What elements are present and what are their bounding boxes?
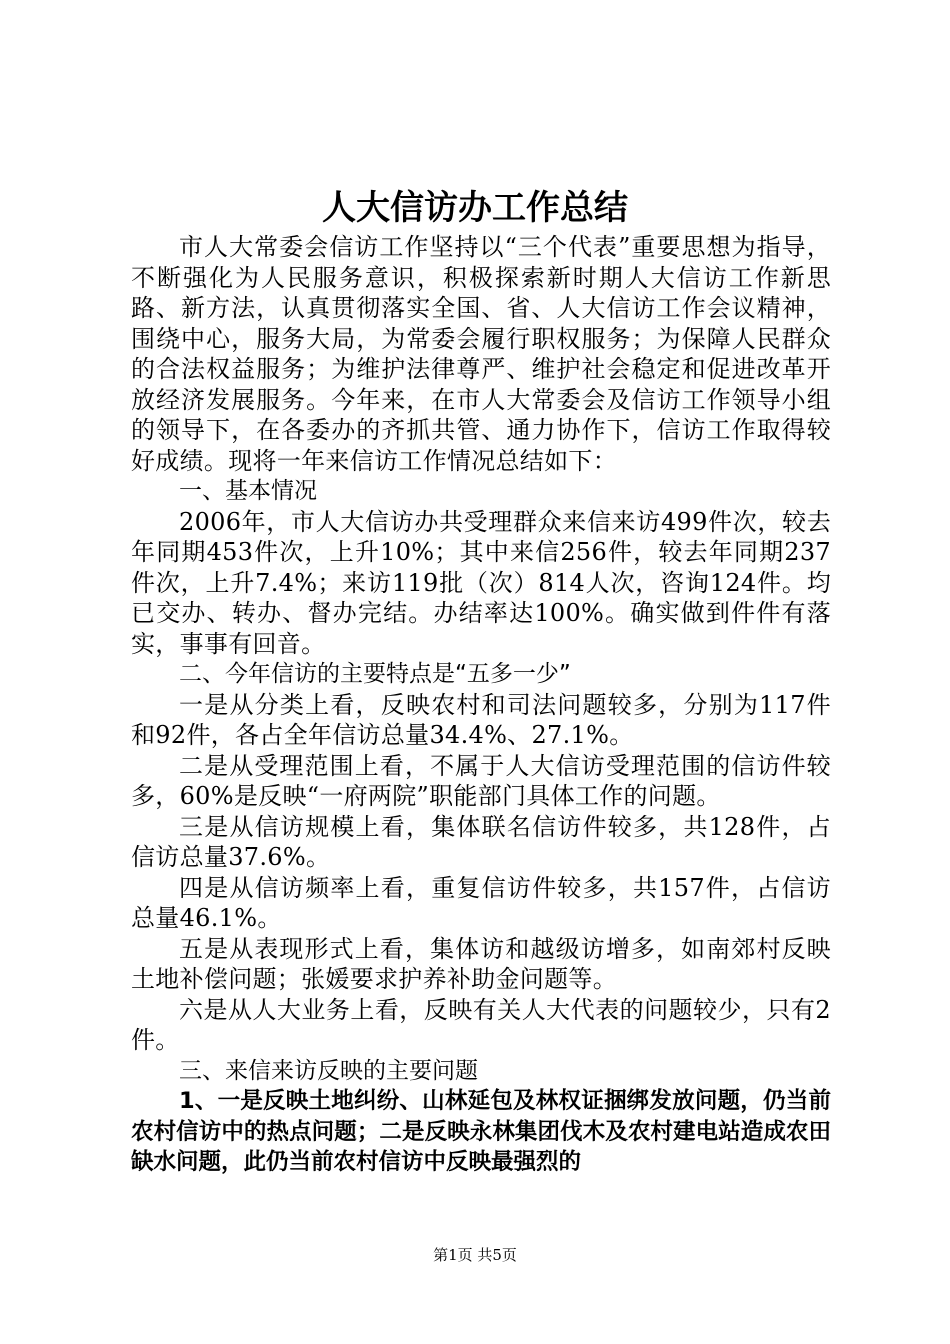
document-title: 人大信访办工作总结 — [322, 188, 628, 228]
issues-paragraph-1: 1、一是反映土地纠纷、山林延包及林权证捆绑发放问题，仍当前农村信访中的热点问题；二是反映永林集团伐木及农村建电站造成农田缺水问题，此仍当前农村信访中反映最强烈的 — [131, 1088, 831, 1175]
feature-paragraph-1: 一是从分类上看，反映农村和司法问题较多，分别为117件和92件，各占全年信访总量34.4%、27.1%。 — [131, 690, 831, 749]
feature-paragraph-3: 三是从信访规模上看，集体联名信访件较多，共128件，占信访总量37.6%。 — [131, 812, 831, 871]
feature-paragraph-2: 二是从受理范围上看，不属于人大信访受理范围的信访件较多，60%是反映“一府两院”职能部门具体工作的问题。 — [131, 751, 831, 810]
document-body — [131, 232, 831, 1178]
page-footer: 第1页 共5页 — [433, 1246, 517, 1264]
feature-paragraph-5: 五是从表现形式上看，集体访和越级访增多，如南郊村反映土地补偿问题；张媛要求护养补助金问题等。 — [131, 934, 831, 993]
intro-paragraph: 市人大常委会信访工作坚持以“三个代表”重要思想为指导，不断强化为人民服务意识，积极探索新时期人大信访工作新思路、新方法，认真贯彻落实全国、省、人大信访工作会议精神，围绕中心，服务大局，为常委会履行职权服务；为保障人民群众的合法权益服务；为维护法律尊严、维护社会稳定和促进改革开放经济发展服务。今年来，在市人大常委会及信访工作领导小组的领导下，在各委办的齐抓共管、通力协作下，信访工作取得较好成绩。现将一年来信访工作情况总结如下： — [131, 233, 831, 475]
basic-situation-paragraph: 2006年，市人大信访办共受理群众来信来访499件次，较去年同期453件次，上升10%；其中来信256件，较去年同期237件次，上升7.4%；来访119批（次）814人次，咨询124件。均已交办、转办、督办完结。办结率达100%。确实做到件件有落实，事事有回音。 — [131, 507, 831, 658]
section-heading-features: 二、今年信访的主要特点是“五多一少” — [179, 661, 571, 687]
section-heading-basic: 一、基本情况 — [179, 478, 317, 504]
feature-paragraph-6: 六是从人大业务上看，反映有关人大代表的问题较少，只有2件。 — [131, 995, 831, 1054]
feature-paragraph-4: 四是从信访频率上看，重复信访件较多，共157件，占信访总量46.1%。 — [131, 873, 831, 932]
section-heading-issues: 三、来信来访反映的主要问题 — [179, 1057, 478, 1084]
